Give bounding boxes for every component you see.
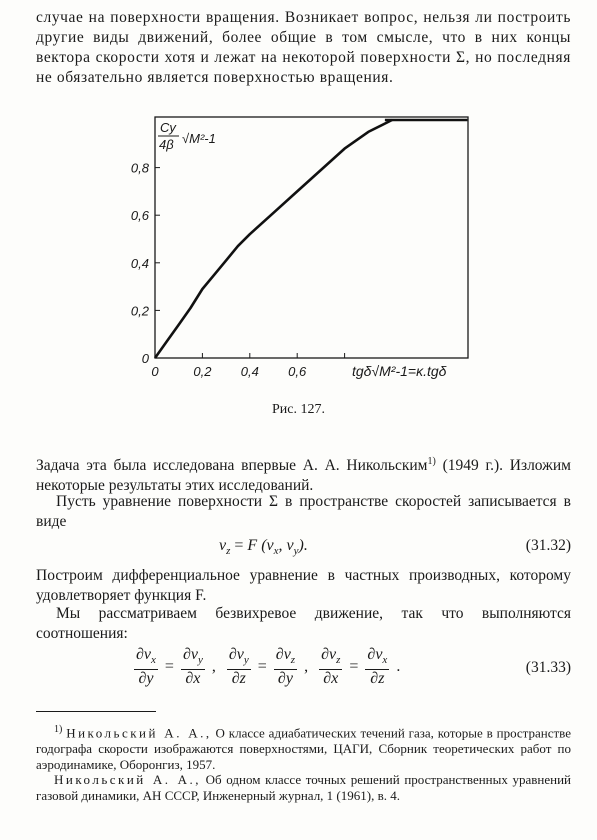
series-line-0 <box>155 120 392 358</box>
paragraph-pde: Построим дифференциальное уравнение в частных производных, которому удовлетворяет функция F. <box>36 567 571 604</box>
equation-31-32-body: $v_z = F$ ($v_x$, $v_y$). <box>219 537 308 558</box>
fraction-dvz-dx: $\frac{\partial v_z}{\partial x}$ <box>321 646 341 688</box>
paragraph-problem-text: Задача эта была исследована впервые А. А. Никольским <box>36 457 428 475</box>
figure-caption: Рис. 127. <box>272 402 325 417</box>
footnote-2-text: Об одном классе точных решений пространственных уравнений газовой динамики, АН СССР, Инженерный журнал, 1 (1961), в. 4. <box>36 772 571 803</box>
x-tick-label-0: 0 <box>151 364 159 379</box>
chart-border <box>155 117 468 358</box>
equation-31-33 <box>36 646 571 692</box>
x-axis-label: tgδ√M²-1=κ.tgδ <box>352 363 447 379</box>
footnote-ref-1: 1) <box>427 456 436 467</box>
fraction-dvy-dz: $\frac{\partial v_y}{\partial z}$ <box>228 646 249 688</box>
chart-frame <box>155 117 468 358</box>
y-axis-label-root: √M²-1 <box>182 131 216 146</box>
footnote-1 <box>36 722 571 773</box>
y-tick-label-3: 0,6 <box>130 208 149 224</box>
x-tick-label-3: 0,6 <box>288 364 307 379</box>
footnote-1-author: Никольский А. А., <box>66 725 212 741</box>
paragraph-problem <box>36 452 571 496</box>
paragraph-surface: Пусть уравнение поверхности Σ в пространстве скоростей записывается в виде <box>36 493 571 530</box>
footnote-1-text: О классе адиабатических течений газа, которые в пространстве годографа скорости изображаются поверхностями, ЦАГИ, Сборник теоретических работ по аэродинамике, Оборонгиз, 1957. <box>36 725 572 773</box>
paragraph-problem-tail: (1949 г.). Изложим некоторые результаты этих исследований. <box>36 457 571 495</box>
fraction-dvz-dy: $\frac{\partial v_z}{\partial y}$ <box>275 646 296 688</box>
fraction-dvx-dy: $\frac{\partial v_x}{\partial y}$ <box>136 646 156 688</box>
x-tick-label-2: 0,4 <box>240 364 259 379</box>
footnote-2 <box>36 772 571 804</box>
chart-svg <box>130 100 470 390</box>
footnote-1-mark: 1) <box>54 724 63 735</box>
y-tick-label-0: 0 <box>141 351 149 366</box>
chart-ticks <box>155 168 345 358</box>
y-axis-label-numerator: Cy <box>160 120 176 135</box>
footnote-2-author: Никольский А. А., <box>54 772 202 787</box>
equation-31-32 <box>36 530 571 570</box>
chart-axis-labels <box>158 120 447 379</box>
paragraph-intro: случае на поверхности вращения. Возникает вопрос, нельзя ли построить другие виды движений, более общие в том смысле, что в них концы вектора скорости хотя и лежат на некоторой поверхности Σ, но последняя не обязательно является поверхностью вращения. <box>36 9 571 86</box>
y-tick-label-4: 0,8 <box>130 160 149 176</box>
fraction-dvy-dx: $\frac{\partial v_y}{\partial x}$ <box>182 646 203 688</box>
equation-31-33-body: $\frac{\partial v_x}{\partial y}$ = $\frac{\partial v_y}{\partial x}$ , $\frac{\partial v_y}{\partial z}$ = $\frac{\partial v_z}{\partial y}$ , $\frac{\partial v_z}{\partial x}$ = $\frac{\partial v_x}{\partial z}$ . <box>136 646 401 688</box>
paragraph-irrotational: Мы рассматриваем безвихревое движение, так что выполняются соотношения: <box>36 605 571 642</box>
figure-127 <box>130 100 470 396</box>
y-axis-label-denominator: 4β <box>159 137 174 152</box>
footnote-divider <box>36 711 156 712</box>
y-tick-label-1: 0,2 <box>130 303 149 319</box>
equation-31-32-number: (31.32) <box>525 537 571 554</box>
x-tick-label-1: 0,2 <box>193 364 212 379</box>
fraction-dvx-dz: $\frac{\partial v_x}{\partial z}$ <box>367 646 388 688</box>
equation-31-33-number: (31.33) <box>525 659 571 676</box>
y-tick-label-2: 0,4 <box>130 255 149 271</box>
chart-series <box>155 120 467 358</box>
